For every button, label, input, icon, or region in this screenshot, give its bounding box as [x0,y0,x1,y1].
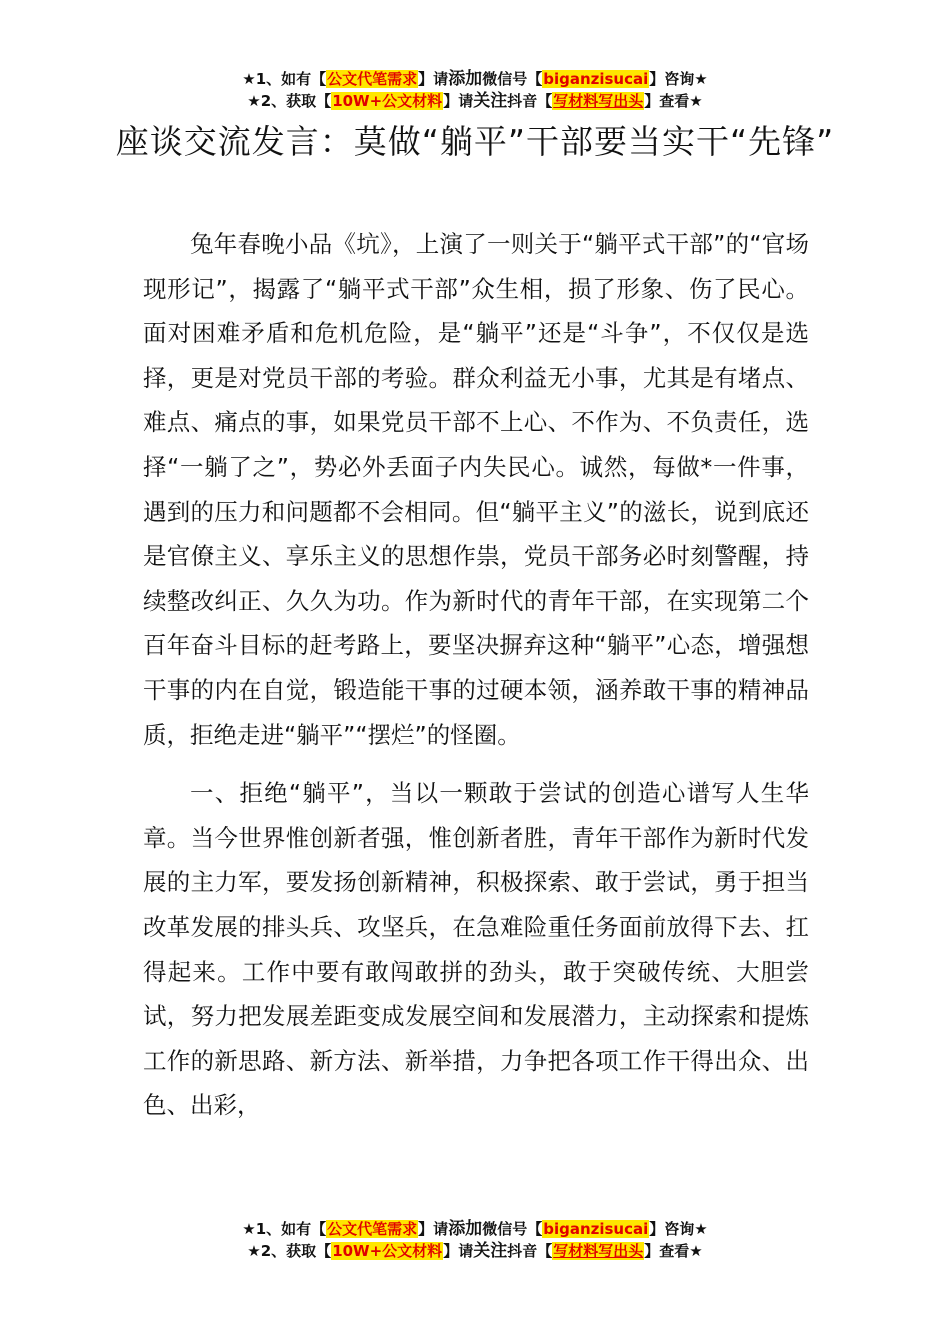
paragraph-section-1: 一、拒绝“躺平”，当以一颗敢于尝试的创造心谱写人生华章。当今世界惟创新者强，惟创新者胜，青年干部作为新时代发展的主力军，要发扬创新精神，积极探索、敢于尝试，勇于担当改革发展的排头兵、攻坚兵，在急难险重任务面前放得下去、扛得起来。工作中要有敢闯敢拼的劲头，敢于突破传统、大胆尝试，努力把发展差距变成发展空间和发展潜力，主动探索和提炼工作的新思路、新方法、新举措，力争把各项工作干得出众、出色、出彩， [143,779,809,1120]
promo-text: 抖音【 [507,92,553,110]
promo-line-2 [0,1240,950,1262]
paragraph-intro: 兔年春晚小品《坑》，上演了一则关于“躺平式干部”的“官场现形记”，揭露了“躺平式干部”众生相，损了形象、伤了民心。面对困难矛盾和危机危险，是“躺平”还是“斗争”，不仅仅是选择，更是对党员干部的考验。群众利益无小事，尤其是有堵点、难点、痛点的事，如果党员干部不上心、不作为、不负责任，选择“一躺了之”，势必外丢面子内失民心。诚然，每做*一件事，遇到的压力和问题都不会相同。但“躺平主义”的滋长，说到底还是官僚主义、享乐主义的思想作祟，党员干部务必时刻警醒，持续整改纠正、久久为功。作为新时代的青年干部，在实现第二个百年奋斗目标的赶考路上，要坚决摒弃这种“躺平”心态，增强想干事的内在自觉，锻造能干事的过硬本领，涵养敢干事的精神品质，拒绝走进“躺平”“摆烂”的怪圈。 [143,230,809,749]
promo-text: 】请 [418,1220,449,1238]
promo-douyin-account: 写材料写出头 [553,92,644,110]
promo-line-1 [0,1218,950,1240]
promo-highlight: 10W+公文材料 [332,1242,443,1260]
document-body [143,222,809,1128]
promo-highlight: 公文代笔需求 [327,70,418,88]
promo-text: 微信号【 [482,70,543,88]
promo-highlight: 10W+公文材料 [332,92,443,110]
promo-text: 】请 [443,92,474,110]
promo-text: ★1、如有【 [242,1220,327,1238]
promo-text: ★1、如有【 [242,70,327,88]
promo-douyin-account: 写材料写出头 [553,1242,644,1260]
promo-text: 抖音【 [507,1242,553,1260]
promo-text: 】咨询★ [649,70,708,88]
promo-text: ★2、获取【 [247,92,332,110]
document-title: 座谈交流发言：莫做“躺平”干部要当实干“先锋” [115,122,835,161]
promo-line-2 [0,90,950,112]
promo-emphasis: 添加 [448,1219,483,1239]
promo-text: 】查看★ [644,1242,703,1260]
promo-wechat-id: biganzisucai [543,70,649,88]
promo-text: 】请 [418,70,449,88]
promo-emphasis: 关注 [473,91,508,111]
promo-text: 】查看★ [644,92,703,110]
promo-banner-bottom [0,1218,950,1262]
promo-text: 】咨询★ [649,1220,708,1238]
promo-text: 微信号【 [482,1220,543,1238]
promo-emphasis: 添加 [448,69,483,89]
promo-wechat-id: biganzisucai [543,1220,649,1238]
promo-text: 】请 [443,1242,474,1260]
promo-highlight: 公文代笔需求 [327,1220,418,1238]
promo-text: ★2、获取【 [247,1242,332,1260]
promo-emphasis: 关注 [473,1241,508,1261]
promo-banner-top [0,68,950,112]
promo-line-1 [0,68,950,90]
